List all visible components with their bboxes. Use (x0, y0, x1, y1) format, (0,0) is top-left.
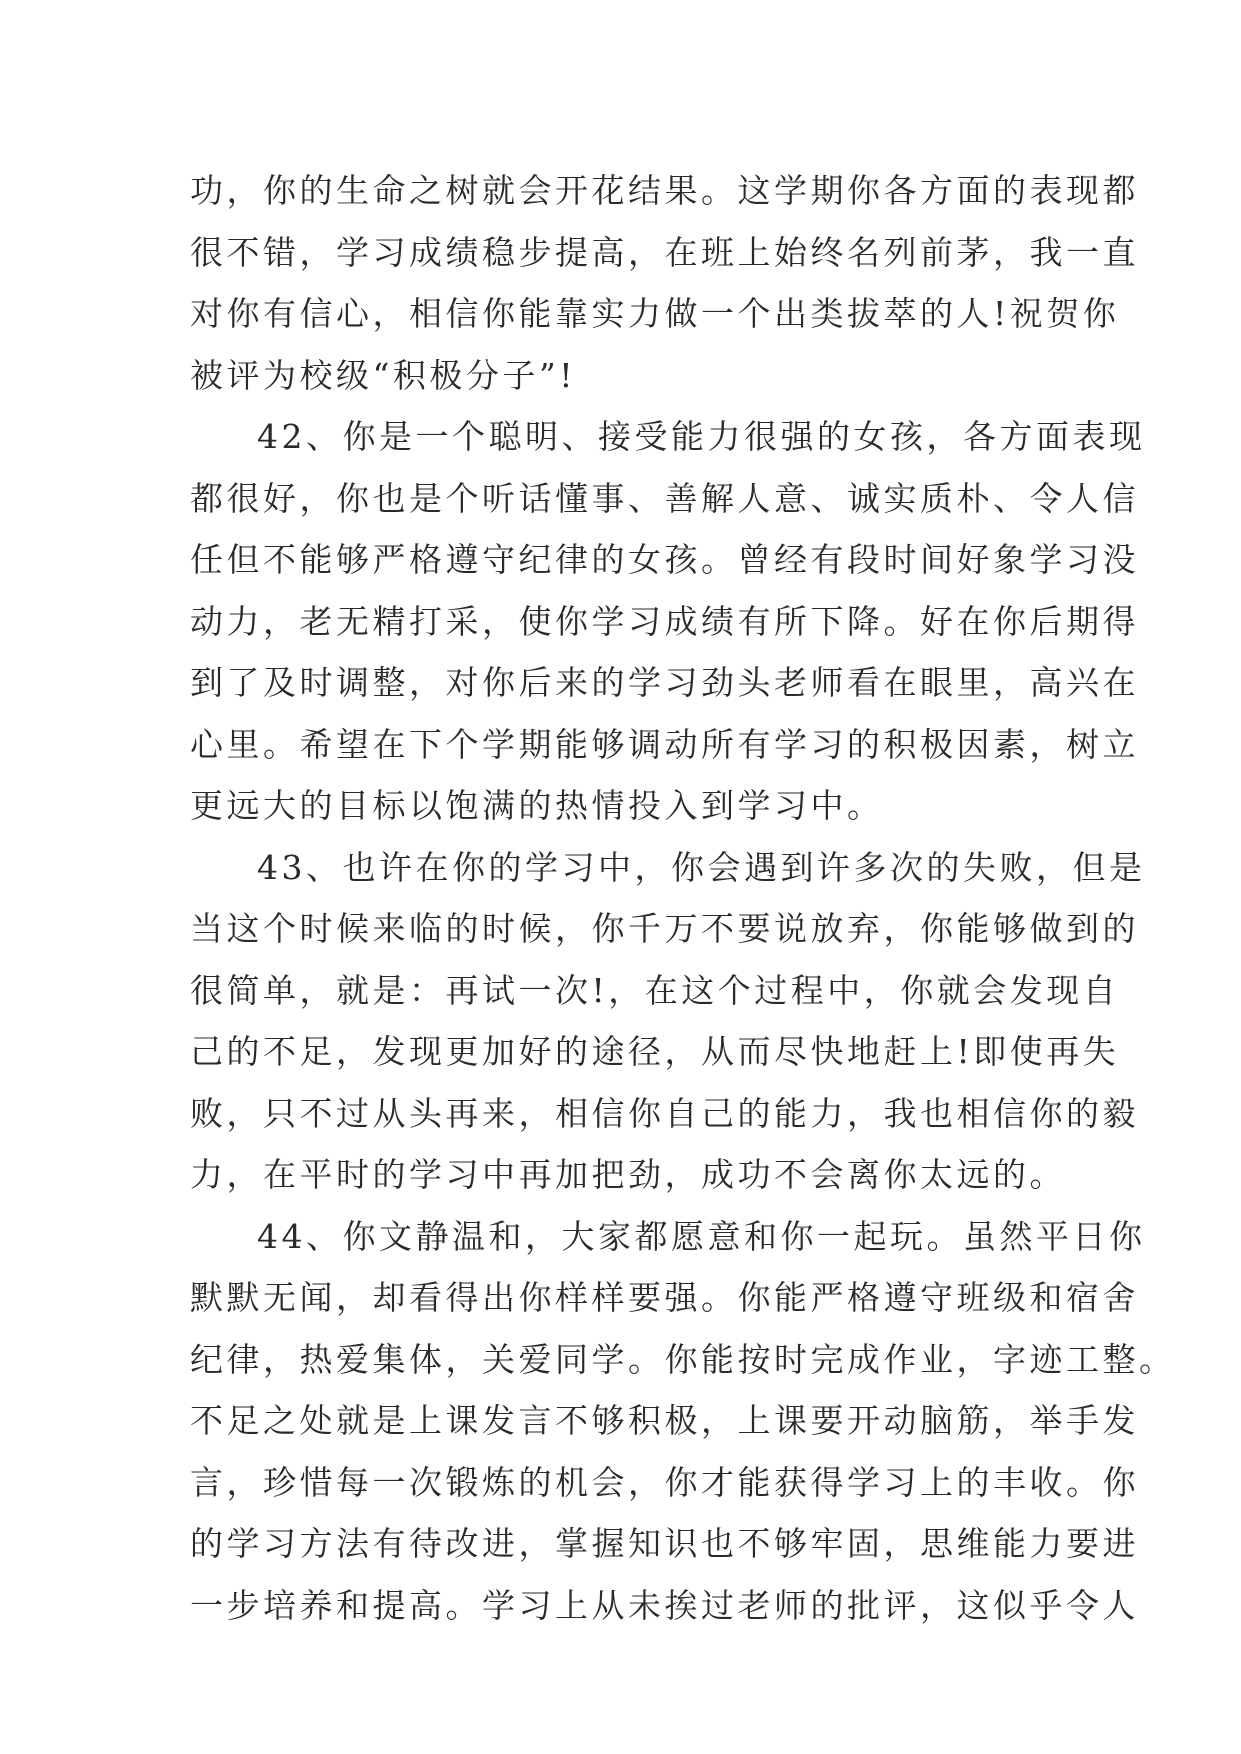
text-line: 败，只不过从头再来，相信你自己的能力，我也相信你的毅 (190, 1093, 1139, 1133)
text-line: 被评为校级“积极分子”! (190, 355, 577, 395)
text-line: 到了及时调整，对你后来的学习劲头老师看在眼里，高兴在 (190, 663, 1139, 702)
text-line: 任但不能够严格遵守纪律的女孩。曾经有段时间好象学习没 (190, 540, 1139, 579)
text-line: 己的不足，发现更加好的途径，从而尽快地赶上!即使再失 (190, 1032, 1120, 1071)
paragraph-44-first-line: 44、你文静温和，大家都愿意和你一起玩。虽然平日你 (257, 1216, 1146, 1256)
text-line: 的学习方法有待改进，掌握知识也不够牢固，思维能力要进 (190, 1524, 1139, 1563)
text-line: 当这个时候来临的时候，你千万不要说放弃，你能够做到的 (190, 909, 1139, 948)
text-line: 都很好，你也是个听话懂事、善解人意、诚实质朴、令人信 (190, 478, 1139, 518)
text-line: 很不错，学习成绩稳步提高，在班上始终名列前茅，我一直 (190, 232, 1139, 272)
text-line: 纪律，热爱集体，关爱同学。你能按时完成作业，字迹工整。 (190, 1339, 1176, 1379)
text-line: 对你有信心，相信你能靠实力做一个出类拔萃的人!祝贺你 (190, 294, 1120, 333)
document-body (190, 160, 1176, 1636)
paragraph-42-first-line: 42、你是一个聪明、接受能力很强的女孩，各方面表现 (257, 417, 1146, 456)
text-line: 很简单，就是：再试一次!，在这个过程中，你就会发现自 (190, 970, 1120, 1010)
text-line: 心里。希望在下个学期能够调动所有学习的积极因素，树立 (190, 724, 1139, 764)
text-line: 更远大的目标以饱满的热情投入到学习中。 (190, 786, 884, 825)
text-line: 言，珍惜每一次锻炼的机会，你才能获得学习上的丰收。你 (190, 1462, 1139, 1502)
text-line: 力，在平时的学习中再加把劲，成功不会离你太远的。 (190, 1155, 1066, 1194)
text-line: 一步培养和提高。学习上从未挨过老师的批评，这似乎令人 (190, 1585, 1139, 1625)
text-line: 功，你的生命之树就会开花结果。这学期你各方面的表现都 (190, 171, 1139, 210)
text-line: 动力，老无精打采，使你学习成绩有所下降。好在你后期得 (190, 601, 1139, 641)
text-line: 不足之处就是上课发言不够积极，上课要开动脑筋，举手发 (190, 1401, 1139, 1440)
text-line: 默默无闻，却看得出你样样要强。你能严格遵守班级和宿舍 (190, 1278, 1139, 1317)
paragraph-43-first-line: 43、也许在你的学习中，你会遇到许多次的失败，但是 (257, 847, 1146, 887)
